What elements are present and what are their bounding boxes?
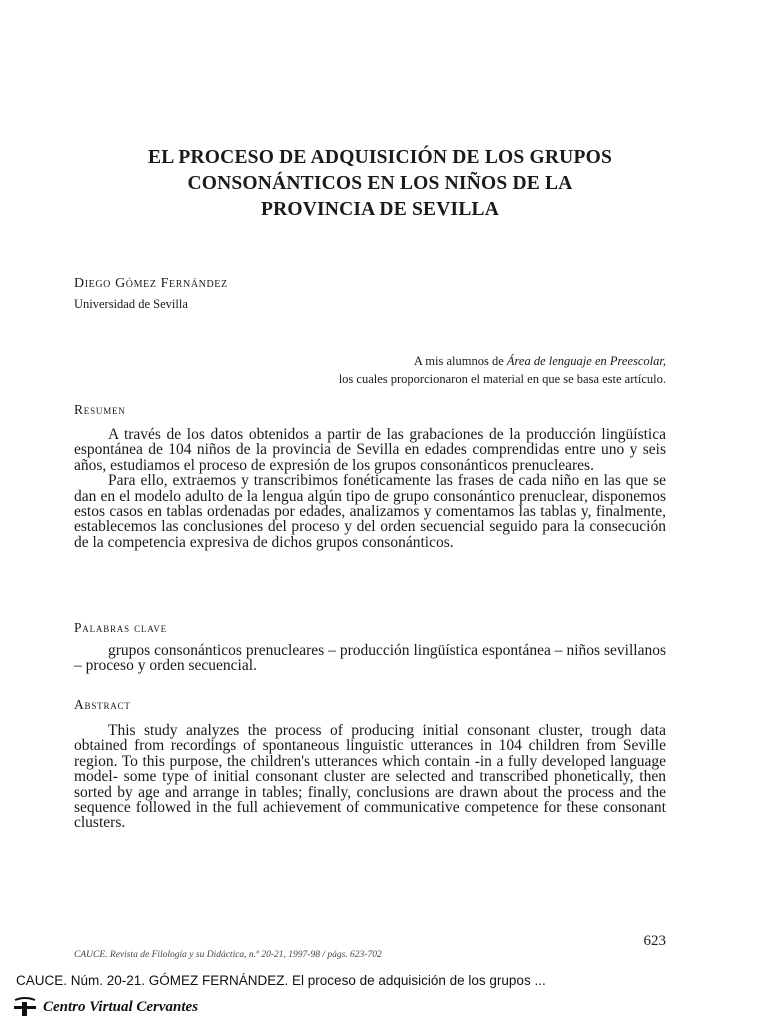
cvc-logo[interactable]	[12, 996, 232, 1018]
page-number: 623	[643, 933, 666, 949]
document-caption-link[interactable]: CAUCE. Núm. 20-21. GÓMEZ FERNÁNDEZ. El proceso de adquisición de los grupos ...	[16, 973, 546, 988]
abstract-heading: Abstract	[74, 697, 131, 712]
resumen-paragraph-1: A través de los datos obtenidos a partir de las grabaciones de la producción lingüística espontánea de 104 niños de la provincia de Sevilla en edades comprendidas entre uno y seis años, estudiamos el proceso de expresión de los grupos consonánticos prenucleares.	[74, 426, 666, 474]
journal-reference: CAUCE. Revista de Filología y su Didáctica, n.º 20-21, 1997-98 / págs. 623-702	[74, 950, 382, 960]
dedication	[339, 352, 666, 388]
abstract-body	[74, 723, 666, 831]
title-line-2: CONSONÁNTICOS EN LOS NIÑOS DE LA	[187, 173, 573, 194]
author-name: Diego Gómez Fernández	[74, 276, 228, 291]
title-line-1: EL PROCESO DE ADQUISICIÓN DE LOS GRUPOS	[148, 147, 612, 168]
resumen-body	[74, 427, 666, 550]
palabras-clave-text: grupos consonánticos prenucleares – producción lingüística espontánea – niños sevillanos – proceso y orden secuencial.	[74, 642, 666, 675]
dedication-line-1	[339, 352, 666, 370]
dedication-italic: Área de lenguaje en Preescolar,	[506, 354, 666, 368]
dedication-line-2: los cuales proporcionaron el material en que se basa este artículo.	[338, 372, 666, 386]
dedication-prefix: A mis alumnos de	[413, 354, 507, 368]
title-line-3: PROVINCIA DE SEVILLA	[260, 199, 500, 220]
page-title	[60, 145, 700, 223]
cvc-logo-text: Centro Virtual Cervantes	[43, 998, 199, 1015]
cvc-emblem-icon	[12, 997, 38, 1017]
resumen-paragraph-2: Para ello, extraemos y transcribimos fonéticamente las frases de cada niño en las que se dan en el modelo adulto de la lengua algún tipo de grupo consonántico prenuclear, disponemos estos casos en tablas ordenadas por edades, analizamos y comentamos las tablas y, finalmente, establecemos las conclusiones del proceso y del orden secuencial seguido para la consecución de la competencia expresiva de dichos grupos consonánticos.	[74, 472, 666, 551]
abstract-text: This study analyzes the process of producing initial consonant cluster, trough data obtained from recordings of spontaneous linguistic utterances in 104 children from Seville region. To this purpose, the children's utterances which contain -in a fully developed language model- some type of initial consonant cluster are selected and transcribed phonetically, then sorted by age and arrange in tables; finally, conclusions are drawn about the process and the sequence followed in the full achievement of communicative competence for these consonant clusters.	[74, 722, 666, 832]
resumen-heading: Resumen	[74, 402, 126, 417]
palabras-clave-heading: Palabras clave	[74, 620, 167, 635]
author-affiliation: Universidad de Sevilla	[74, 297, 188, 311]
palabras-clave-body	[74, 643, 666, 674]
